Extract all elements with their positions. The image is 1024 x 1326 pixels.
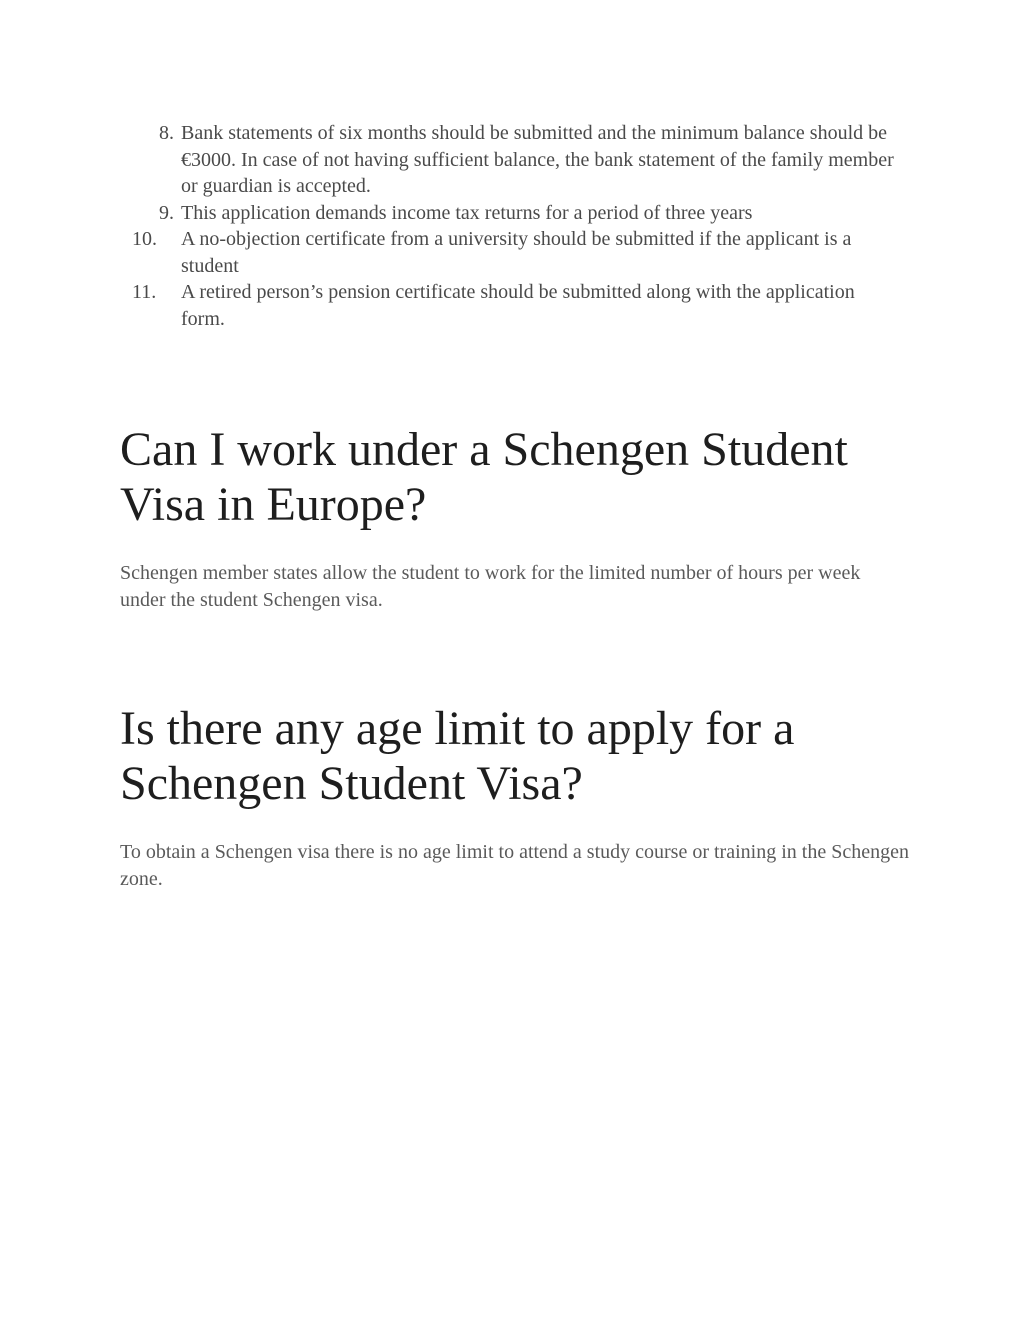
list-item — [120, 200, 900, 227]
list-item-text: Bank statements of six months should be submitted and the minimum balance should be €3000. In case of not having sufficient balance, the bank statement of the family member or guardian is accepted. — [181, 122, 894, 197]
list-item — [120, 120, 900, 200]
list-item-number: 10. — [132, 228, 157, 250]
requirements-list — [120, 120, 900, 332]
section-heading-work: Can I work under a Schengen Student Visa in Europe? — [120, 423, 848, 531]
section-heading-age-limit: Is there any age limit to apply for a Schengen Student Visa? — [120, 702, 795, 810]
list-item-number: 9. — [159, 201, 174, 224]
section-body-age-limit: To obtain a Schengen visa there is no age limit to attend a study course or training in the Schengen zone. — [120, 841, 909, 890]
list-item-number: 8. — [159, 122, 174, 144]
section-body-work: Schengen member states allow the student to work for the limited number of hours per week under the student Schengen visa. — [120, 562, 861, 611]
list-item-text: A retired person’s pension certificate should be submitted along with the application form. — [181, 281, 855, 330]
list-item-text: This application demands income tax returns for a period of three years — [181, 201, 753, 224]
list-item-text: A no-objection certificate from a university should be submitted if the applicant is a student — [181, 228, 852, 277]
list-item-number: 11. — [132, 281, 157, 303]
list-item — [120, 226, 900, 279]
list-item — [120, 279, 900, 332]
